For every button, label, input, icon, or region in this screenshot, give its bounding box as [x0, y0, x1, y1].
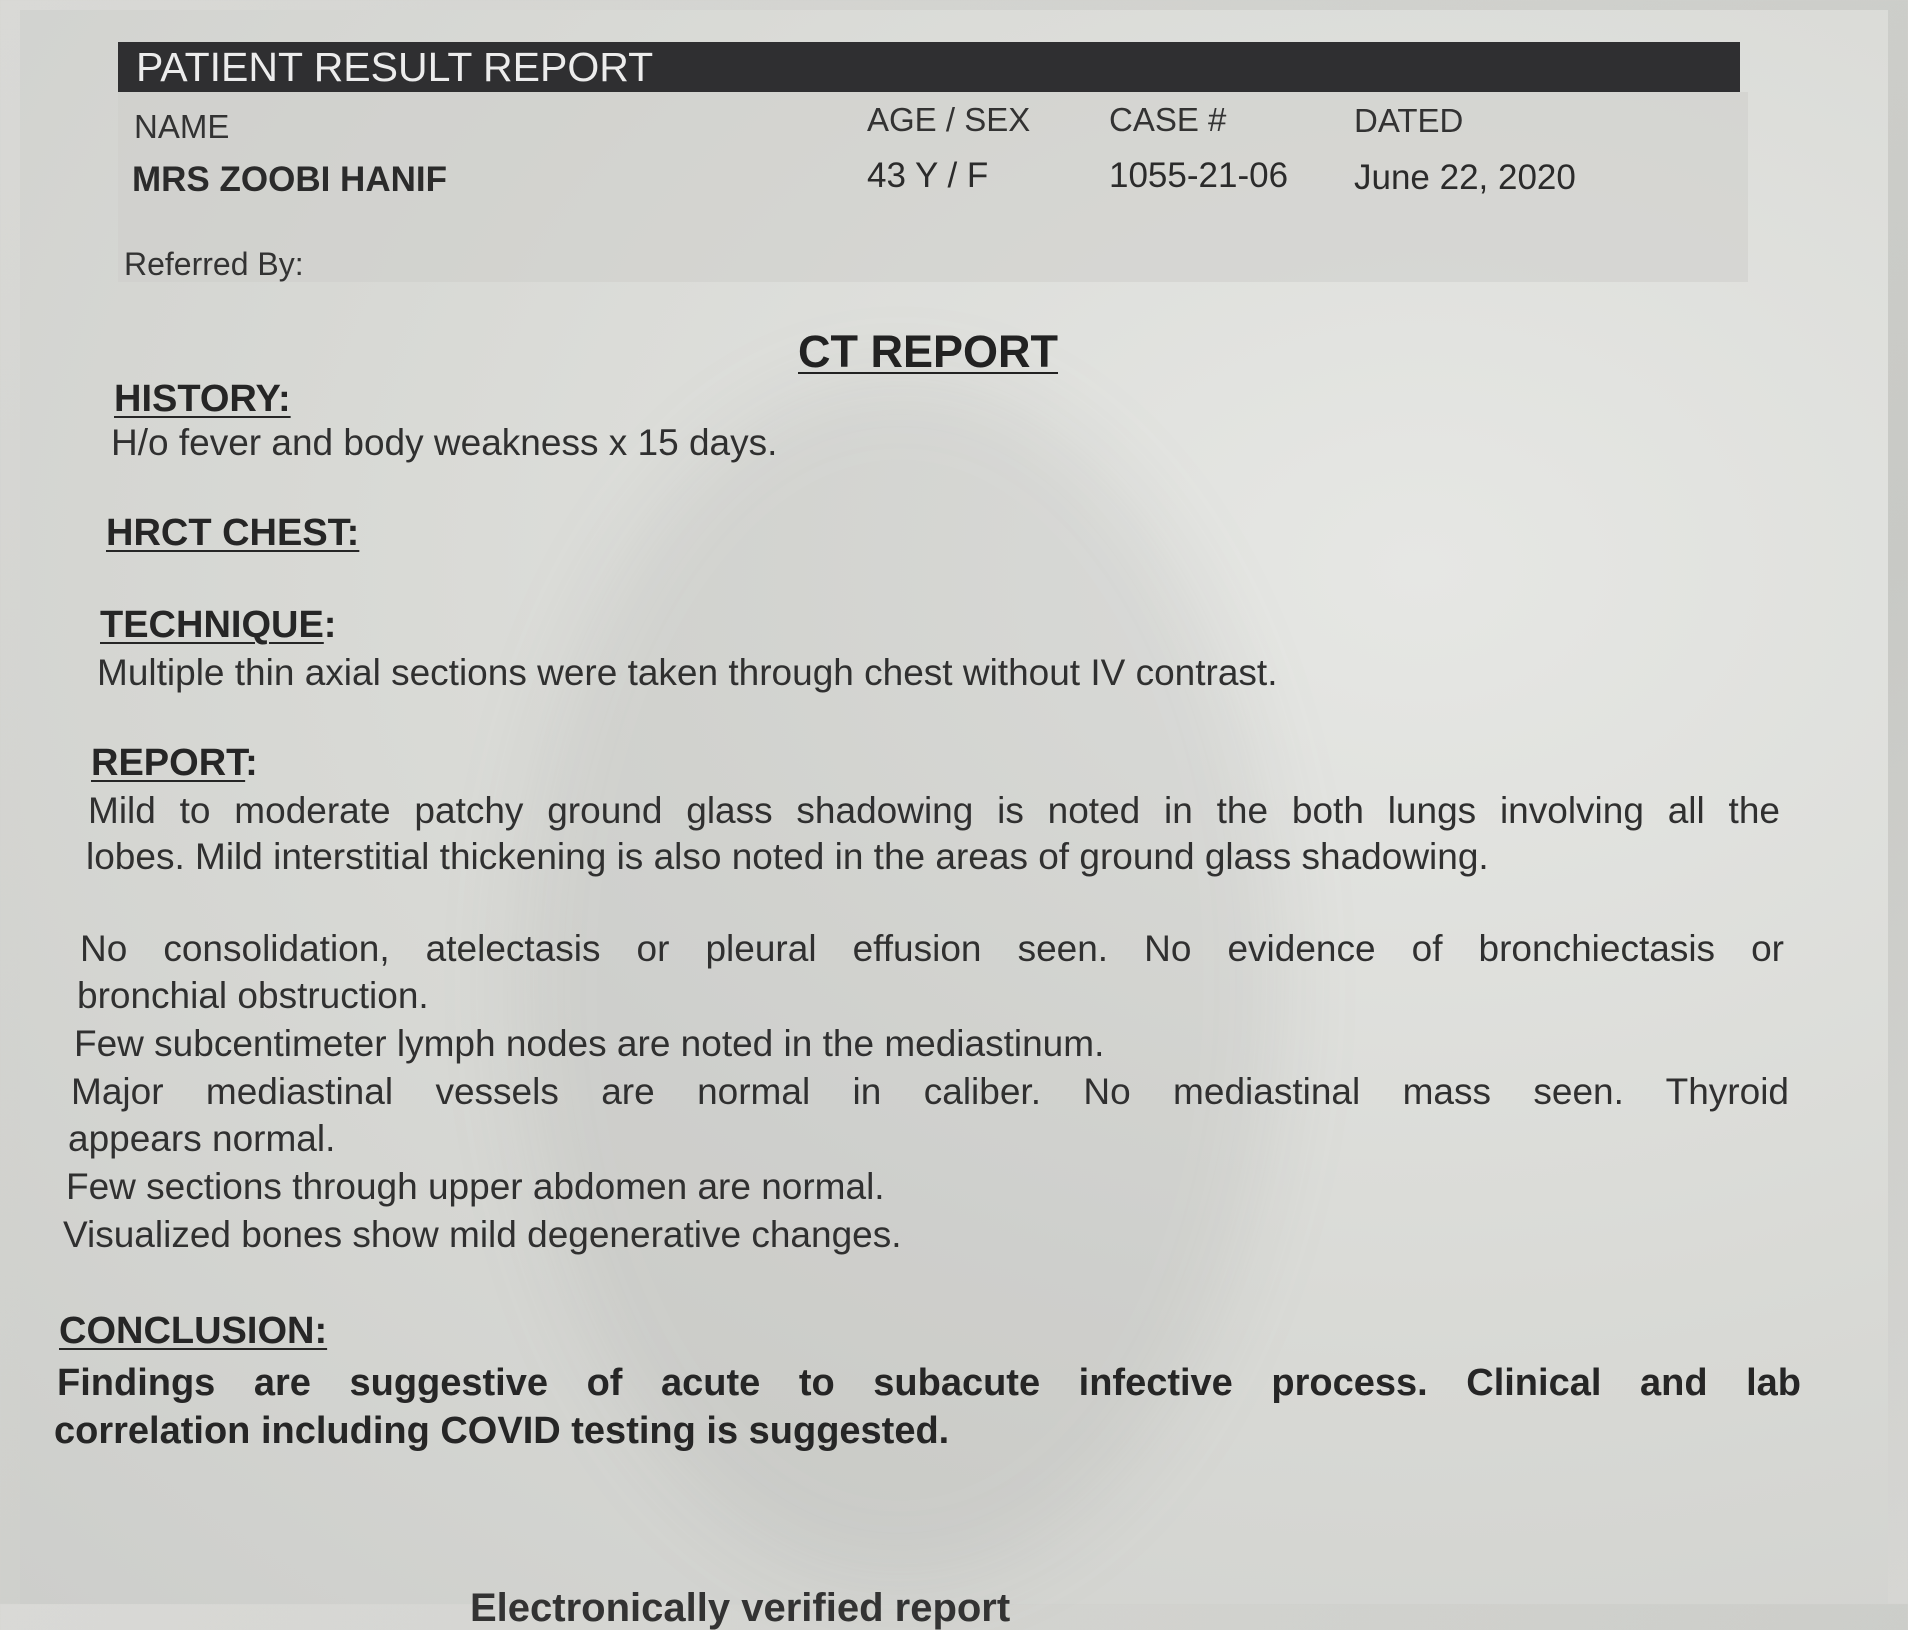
- report-line-lymph-nodes: Few subcentimeter lymph nodes are noted in the mediastinum.: [74, 1023, 1105, 1064]
- report-title: CT REPORT: [798, 326, 1059, 377]
- conclusion-line1: Findings are suggestive of acute to subacute infective process. Clinical and lab: [57, 1362, 1801, 1404]
- technique-heading: TECHNIQUE: [100, 604, 324, 646]
- hrct-chest-heading: HRCT CHEST:: [106, 512, 360, 554]
- report-line-vessels: Major mediastinal vessels are normal in caliber. No mediastinal mass seen. Thyroid: [71, 1071, 1789, 1112]
- conclusion-heading: CONCLUSION:: [59, 1310, 328, 1352]
- technique-text: Multiple thin axial sections were taken through chest without IV contrast.: [97, 652, 1278, 693]
- name-value: MRS ZOOBI HANIF: [132, 160, 447, 199]
- dated-value: June 22, 2020: [1354, 158, 1576, 197]
- report-para2-line1: No consolidation, atelectasis or pleural effusion seen. No evidence of bronchiectasis or: [80, 928, 1784, 969]
- age-sex-value: 43 Y / F: [867, 156, 989, 195]
- age-sex-label: AGE / SEX: [867, 101, 1031, 138]
- report-line-abdomen: Few sections through upper abdomen are normal.: [66, 1166, 885, 1207]
- referred-by-label: Referred By:: [124, 246, 304, 282]
- report-line-bones: Visualized bones show mild degenerative changes.: [63, 1214, 902, 1255]
- report-para2-line2: bronchial obstruction.: [77, 975, 429, 1016]
- footer-verification-text: Electronically verified report: [470, 1586, 1011, 1630]
- dated-label: DATED: [1354, 102, 1464, 139]
- technique-colon: :: [323, 604, 337, 646]
- report-line-thyroid: appears normal.: [68, 1118, 336, 1159]
- case-label: CASE #: [1109, 101, 1227, 138]
- report-para1-line1: Mild to moderate patchy ground glass shadowing is noted in the both lungs involving all the: [88, 790, 1780, 831]
- conclusion-line2: correlation including COVID testing is suggested.: [54, 1410, 950, 1452]
- case-value: 1055-21-06: [1109, 156, 1289, 195]
- report-heading: REPORT: [91, 742, 246, 784]
- report-para1-line2: lobes. Mild interstitial thickening is also noted in the areas of ground glass shadowing.: [86, 836, 1489, 877]
- report-colon: :: [245, 742, 258, 784]
- history-text: H/o fever and body weakness x 15 days.: [111, 422, 778, 463]
- name-label: NAME: [134, 108, 230, 145]
- history-heading: HISTORY:: [114, 378, 291, 420]
- technique-heading-wrap: [100, 604, 336, 647]
- report-heading-wrap: [91, 742, 258, 785]
- report-header-bar: PATIENT RESULT REPORT: [118, 42, 1740, 92]
